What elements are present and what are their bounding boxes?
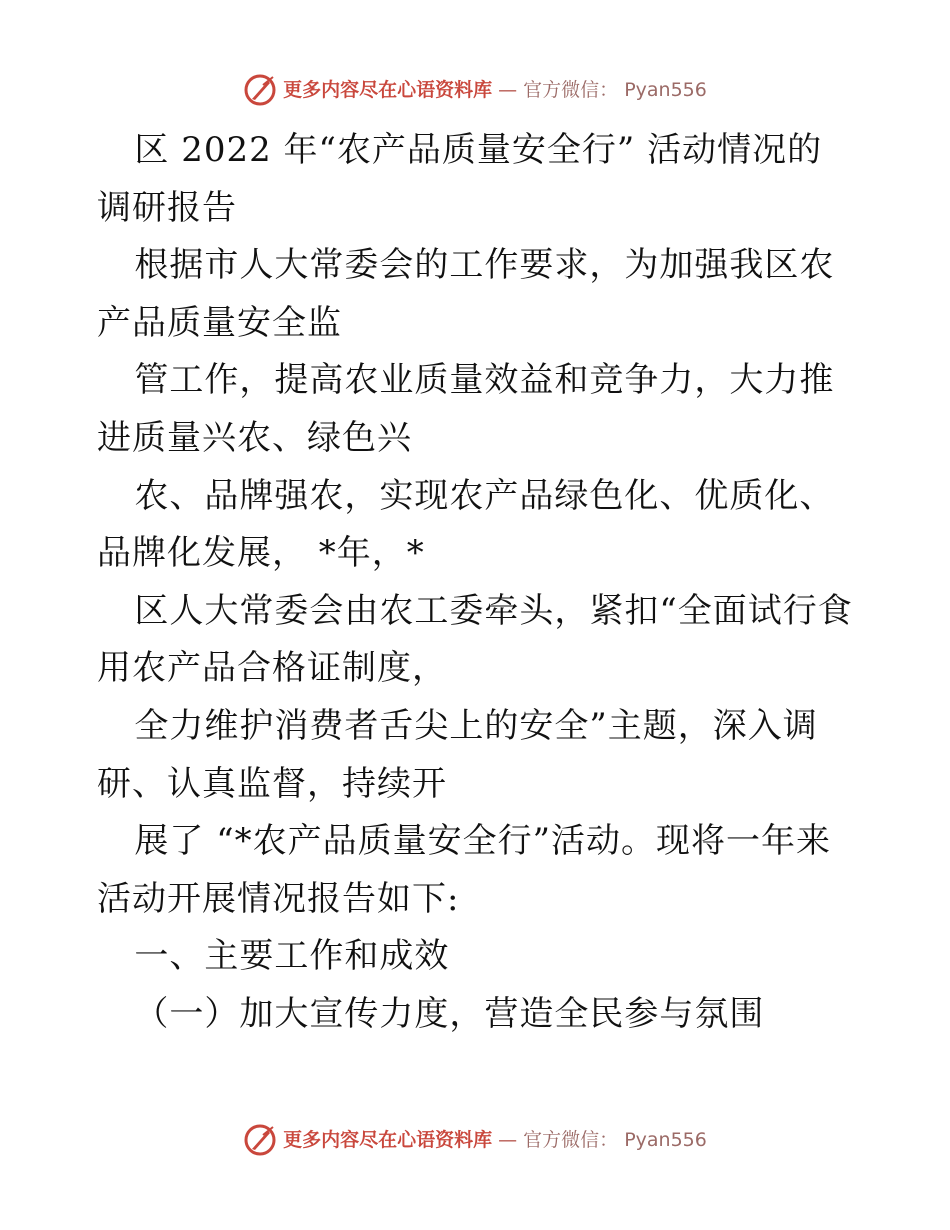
paragraph: 全力维护消费者舌尖上的安全”主题，深入调研、认真监督，持续开 bbox=[97, 705, 818, 804]
document-title: 区 2022 年“农产品质量安全行” 活动情况的调研报告 bbox=[97, 130, 823, 228]
paragraph: 农、品牌强农，实现农产品绿色化、优质化、品牌化发展， *年，* bbox=[97, 475, 835, 574]
watermark-dash: — bbox=[498, 79, 518, 101]
paragraph: 根据市人大常委会的工作要求，为加强我区农产品质量安全监 bbox=[97, 245, 835, 343]
subsection-heading: （一）加大宣传力度，营造全民参与氛围 bbox=[134, 993, 765, 1034]
watermark-wechat-id: Pyan556 bbox=[624, 1129, 707, 1151]
watermark-wechat-label: 官方微信： bbox=[523, 79, 619, 101]
watermark-main-text: 更多内容尽在心语资料库 bbox=[283, 1129, 493, 1151]
quill-logo-icon bbox=[243, 73, 277, 107]
paragraph: 管工作，提高农业质量效益和竞争力，大力推进质量兴农、绿色兴 bbox=[97, 360, 835, 458]
quill-logo-icon bbox=[243, 1123, 277, 1157]
paragraph: 区人大常委会由农工委牵头，紧扣“全面试行食用农产品合格证制度， bbox=[97, 590, 853, 689]
watermark-main-text: 更多内容尽在心语资料库 bbox=[283, 79, 493, 101]
watermark-footer bbox=[0, 1120, 950, 1160]
section-heading: 一、主要工作和成效 bbox=[134, 936, 450, 977]
paragraph: 展了 “*农产品质量安全行”活动。现将一年来活动开展情况报告如下: bbox=[97, 821, 831, 919]
watermark-wechat-id: Pyan556 bbox=[624, 79, 707, 101]
watermark-wechat-label: 官方微信： bbox=[523, 1129, 619, 1151]
watermark-header bbox=[0, 70, 950, 110]
watermark-dash: — bbox=[498, 1129, 518, 1151]
document-body bbox=[97, 122, 857, 1044]
